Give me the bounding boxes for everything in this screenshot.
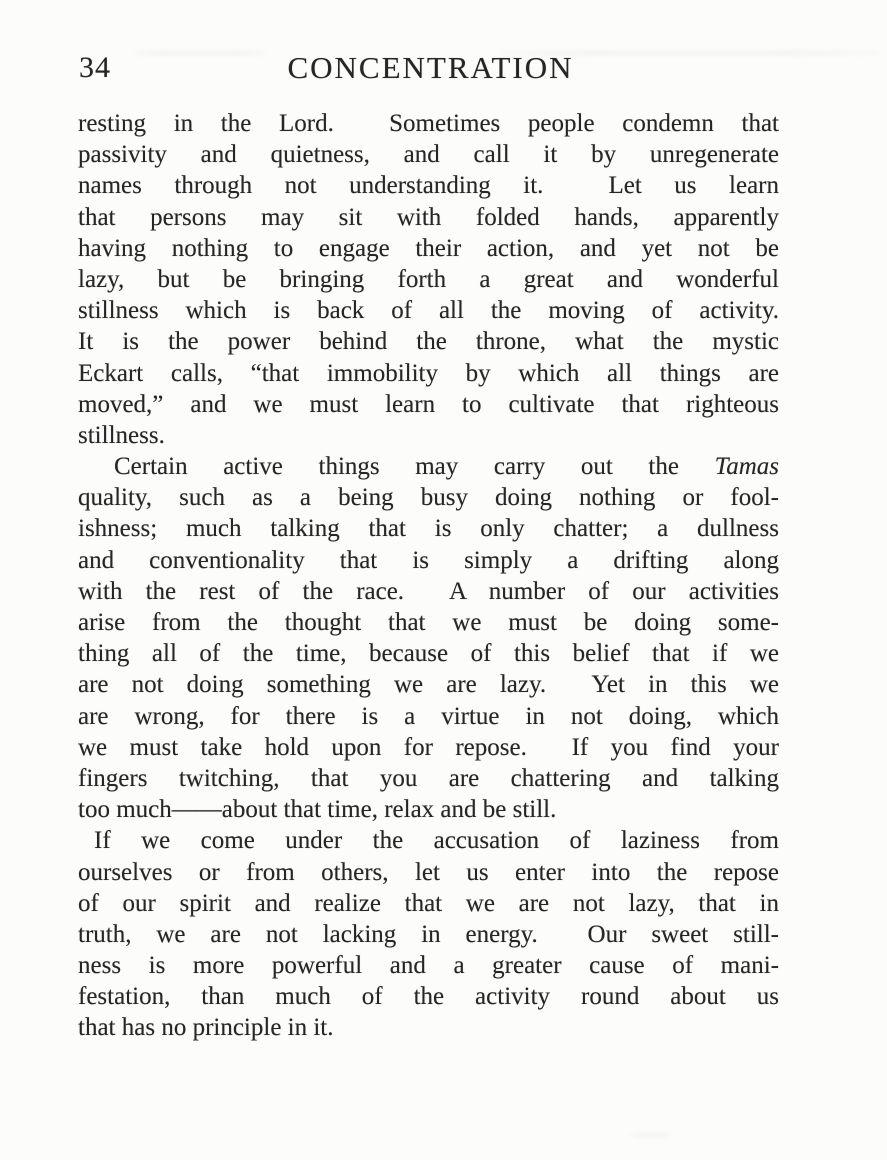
text-segment: stillness. (78, 421, 165, 449)
text-line (78, 295, 779, 326)
text-line (78, 576, 779, 607)
text-line (78, 701, 779, 732)
text-line (78, 638, 779, 669)
text-segment: with the rest of the race. A number of our activities (78, 577, 779, 605)
text-segment: quality, such as a being busy doing nothing or fool- (78, 484, 779, 512)
text-segment: having nothing to engage their action, and yet not be (78, 234, 779, 262)
text-line (78, 794, 779, 825)
text-line (78, 358, 779, 389)
text-segment: too much——about that time, relax and be still. (78, 796, 557, 824)
text-segment: fingers twitching, that you are chattering and talking (78, 764, 779, 792)
text-segment: If we come under the accusation of laziness from (94, 827, 779, 855)
italic-term: Tamas (714, 453, 779, 481)
text-segment: arise from the thought that we must be doing some- (78, 609, 779, 636)
text-segment: lazy, but be bringing forth a great and wonderful (78, 265, 779, 293)
text-segment: are not doing something we are lazy. Yet in this we (78, 671, 779, 699)
text-segment: truth, we are not lacking in energy. Our sweet still- (78, 920, 779, 948)
text-segment: ourselves or from others, let us enter into the repose (78, 858, 779, 886)
text-line (78, 763, 779, 794)
text-segment: that has no principle in it. (78, 1014, 334, 1042)
scan-artifact (630, 1132, 670, 1138)
text-line (78, 389, 779, 420)
text-line (78, 233, 779, 264)
text-line (78, 108, 779, 139)
text-segment: thing all of the time, because of this belief that if we (78, 640, 779, 668)
page-number: 34 (79, 51, 111, 84)
text-segment: It is the power behind the throne, what the mystic (78, 328, 779, 356)
text-segment: we must take hold upon for repose. If you find your (78, 733, 779, 761)
text-segment: that persons may sit with folded hands, apparently (78, 203, 779, 231)
text-segment: names through not understanding it. Let us learn (78, 172, 779, 200)
text-line (78, 919, 779, 950)
text-segment: stillness which is back of all the moving of activity. (78, 297, 779, 325)
text-line (78, 482, 779, 513)
text-line (78, 202, 779, 233)
text-line (78, 857, 779, 888)
text-segment: Eckart calls, “that immobility by which all things are (78, 359, 779, 387)
text-line (78, 545, 779, 576)
text-line (78, 420, 779, 451)
text-line (78, 513, 779, 544)
text-line (78, 732, 779, 763)
text-segment: of our spirit and realize that we are not lazy, that in (78, 889, 779, 917)
text-line (78, 326, 779, 357)
text-segment: ness is more powerful and a greater cause of mani- (78, 952, 779, 980)
text-line (78, 981, 779, 1012)
text-line (78, 170, 779, 201)
text-line (78, 139, 779, 170)
text-segment: Certain active things may carry out the (114, 453, 715, 481)
text-segment: passivity and quietness, and call it by unregenerate (78, 141, 779, 169)
text-segment: are wrong, for there is a virtue in not doing, which (78, 702, 779, 730)
text-line (78, 669, 779, 700)
text-line (78, 825, 779, 856)
text-segment: festation, than much of the activity round about us (78, 983, 779, 1011)
text-line (78, 1012, 779, 1043)
text-line (78, 451, 779, 482)
text-segment: and conventionality that is simply a drifting along (78, 546, 779, 574)
text-line (78, 264, 779, 295)
running-head-title: CONCENTRATION (287, 50, 574, 85)
text-segment: moved,” and we must learn to cultivate that righteous (78, 390, 779, 418)
text-line (78, 607, 779, 638)
text-line (78, 888, 779, 919)
text-line (78, 950, 779, 981)
text-segment: resting in the Lord. Sometimes people condemn that (78, 110, 779, 137)
text-segment: ishness; much talking that is only chatter; a dullness (78, 515, 779, 543)
page-body (78, 108, 779, 1044)
